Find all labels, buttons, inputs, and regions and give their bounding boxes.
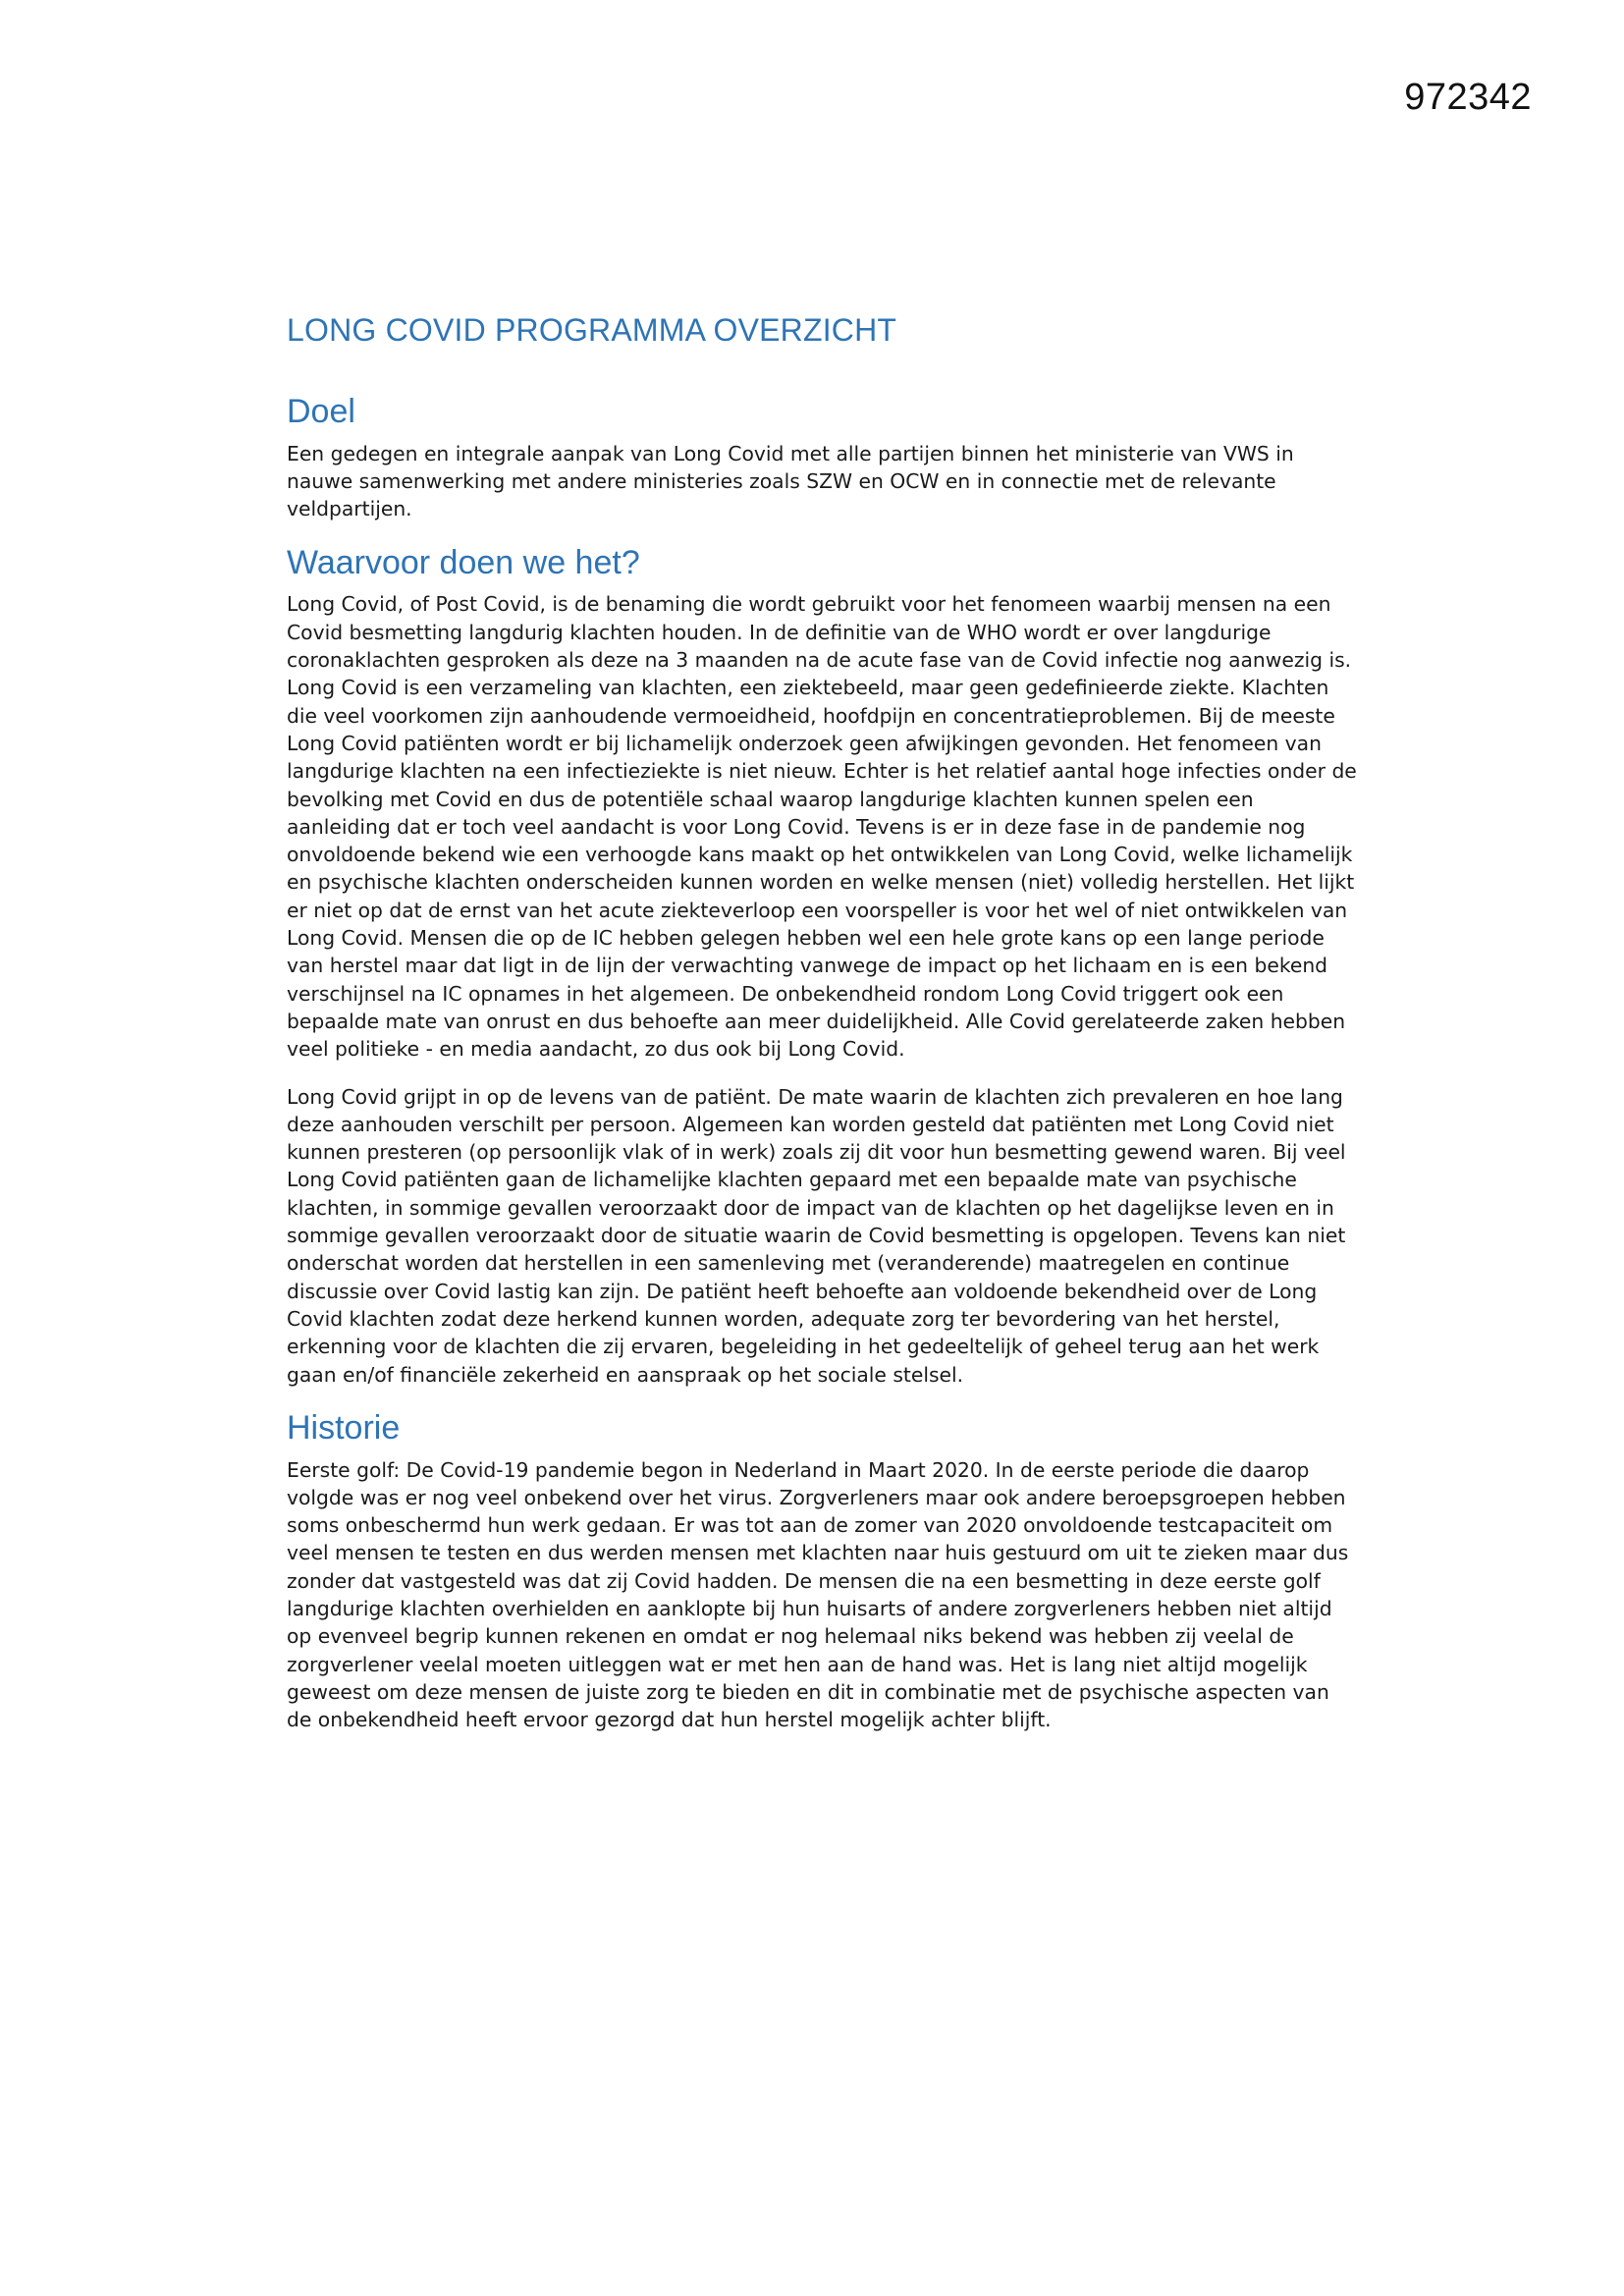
paragraph-historie: Eerste golf: De Covid-19 pandemie begon in Nederland in Maart 2020. In de eerste periode die daarop volgde was er nog veel onbekend over het virus. Zorgverleners maar ook andere beroepsgroepen hebben soms onbeschermd hun werk gedaan. Er was tot aan de zomer van 2020 onvoldoende testcapaciteit om veel mensen te testen en dus werden mensen met klachten naar huis gestuurd om uit te zieken maar dus zonder dat vastgesteld was dat zij Covid hadden. De mensen die na een besmetting in deze eerste golf langdurige klachten overhielden en aanklopte bij hun huisarts of andere zorgverleners hebben niet altijd op evenveel begrip kunnen rekenen en omdat er nog helemaal niks bekend was hebben zij veelal de zorgverlener veelal moeten uitleggen wat er met hen aan de hand was. Het is lang niet altijd mogelijk geweest om deze mensen de juiste zorg te bieden en dit in combinatie met de psychische aspecten van de onbekendheid heeft ervoor gezorgd dat hun herstel mogelijk achter blijft. [287, 1457, 1349, 1732]
section-heading-doel: Doel [287, 393, 355, 430]
document-title: LONG COVID PROGRAMMA OVERZICHT [287, 312, 897, 348]
paragraph-waarvoor-1: Long Covid, of Post Covid, is de benaming die wordt gebruikt voor het fenomeen waarbij mensen na een Covid besmetting langdurig klachten houden. In de definitie van de WHO wordt er over langdurige coronaklachten gesproken als deze na 3 maanden na de acute fase van de Covid infectie nog aanwezig is. Long Covid is een verzameling van klachten, een ziektebeeld, maar geen gedefinieerde ziekte. Klachten die veel voorkomen zijn aanhoudende vermoeidheid, hoofdpijn en concentratieproblemen. Bij de meeste Long Covid patiënten wordt er bij lichamelijk onderzoek geen afwijkingen gevonden. Het fenomeen van langdurige klachten na een infectieziekte is niet nieuw. Echter is het relatief aantal hoge infecties onder de bevolking met Covid en dus de potentiële schaal waarop langdurige klachten kunnen spelen een aanleiding dat er toch veel aandacht is voor Long Covid. Tevens is er in deze fase in de pandemie nog onvoldoende bekend wie een verhoogde kans maakt op het ontwikkelen van Long Covid, welke lichamelijk en psychische klachten onderscheiden kunnen worden en welke mensen (niet) volledig herstellen. Het lijkt er niet op dat de ernst van het acute ziekteverloop een voorspeller is voor het wel of niet ontwikkelen van Long Covid. Mensen die op de IC hebben gelegen hebben wel een hele grote kans op een lange periode van herstel maar dat ligt in de lijn der verwachting vanwege de impact op het lichaam en is een bekend verschijnsel na IC opnames in het algemeen. De onbekendheid rondom Long Covid triggert ook een bepaalde mate van onrust en dus behoefte aan meer duidelijkheid. Alle Covid gerelateerde zaken hebben veel politieke - en media aandacht, zo dus ook bij Long Covid. [287, 592, 1357, 1062]
section-waarvoor [287, 543, 1357, 1389]
section-historie [287, 1408, 1357, 1734]
document-content [287, 312, 1357, 1754]
paragraph-waarvoor-2: Long Covid grijpt in op de levens van de patiënt. De mate waarin de klachten zich prevaleren en hoe lang deze aanhouden verschilt per persoon. Algemeen kan worden gesteld dat patiënten met Long Covid niet kunnen presteren (op persoonlijk vlak of in werk) zoals zij dit voor hun besmetting gewend waren. Bij veel Long Covid patiënten gaan de lichamelijke klachten gepaard met een bepaalde mate van psychische klachten, in sommige gevallen veroorzaakt door de impact van de klachten op het dagelijkse leven en in sommige gevallen veroorzaakt door de situatie waarin de Covid besmetting is opgelopen. Tevens kan niet onderschat worden dat herstellen in een samenleving met (veranderende) maatregelen en continue discussie over Covid lastig kan zijn. De patiënt heeft behoefte aan voldoende bekendheid over de Long Covid klachten zodat deze herkend kunnen worden, adequate zorg ter bevordering van het herstel, erkenning voor de klachten die zij ervaren, begeleiding in het gedeeltelijk of geheel terug aan het werk gaan en/of financiële zekerheid en aanspraak op het sociale stelsel. [287, 1084, 1346, 1387]
section-heading-waarvoor: Waarvoor doen we het? [287, 543, 640, 581]
section-heading-historie: Historie [287, 1408, 401, 1447]
document-number: 972342 [1404, 77, 1532, 118]
section-doel [287, 392, 1357, 523]
paragraph-doel: Een gedegen en integrale aanpak van Long Covid met alle partijen binnen het ministerie van VWS in nauwe samenwerking met andere ministeries zoals SZW en OCW en in connectie met de relevante veldpartijen. [287, 441, 1294, 521]
